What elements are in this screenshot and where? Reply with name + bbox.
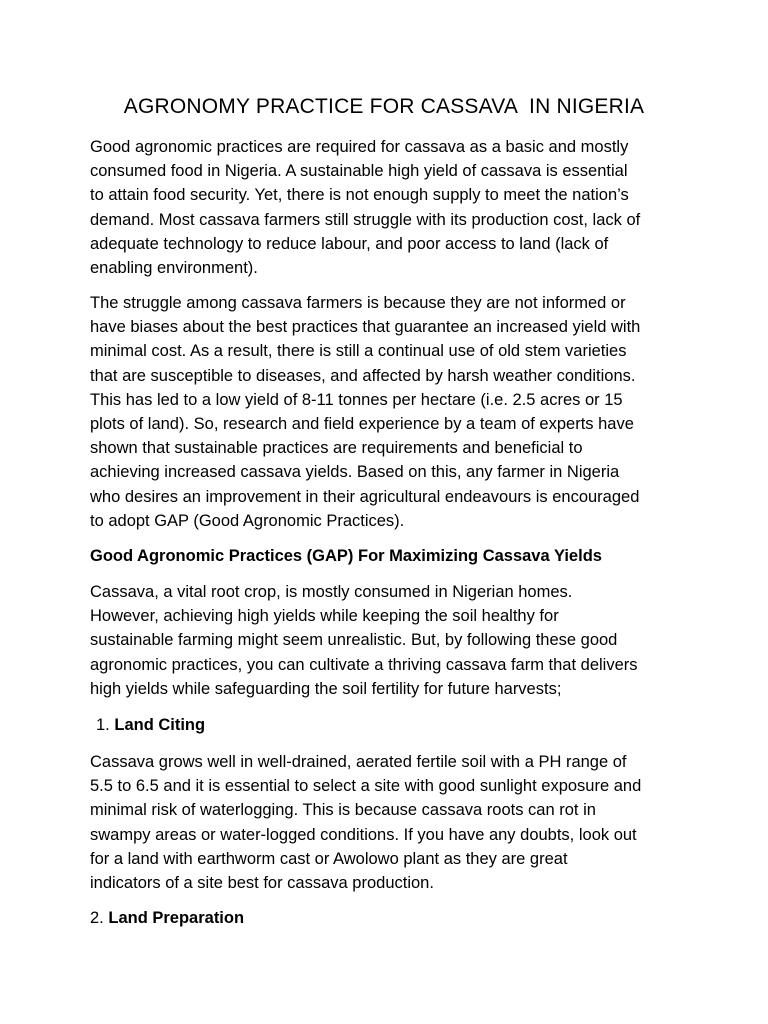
paragraph-line: swampy areas or water-logged conditions. If you have any doubts, look out bbox=[90, 825, 637, 844]
paragraph-line: However, achieving high yields while keeping the soil healthy for bbox=[90, 607, 559, 626]
list-item-land-preparation bbox=[90, 906, 244, 930]
paragraph-line: to attain food security. Yet, there is not enough supply to meet the nation’s bbox=[90, 186, 629, 205]
paragraph-line: Good agronomic practices are required for cassava as a basic and mostly bbox=[90, 138, 629, 156]
paragraph-line: who desires an improvement in their agricultural endeavours is encouraged bbox=[90, 487, 640, 506]
intro-paragraph bbox=[90, 135, 686, 280]
paragraph-line: for a land with earthworm cast or Awolowo plant as they are great bbox=[90, 849, 568, 868]
paragraph-line: to adopt GAP (Good Agronomic Practices). bbox=[90, 511, 405, 530]
paragraph-line: This has led to a low yield of 8-11 tonnes per hectare (i.e. 2.5 acres or 15 bbox=[90, 390, 623, 409]
paragraph-line: Cassava, a vital root crop, is mostly consumed in Nigerian homes. bbox=[90, 583, 573, 601]
paragraph-line: demand. Most cassava farmers still struggle with its production cost, lack of bbox=[90, 210, 641, 229]
list-label: Land Citing bbox=[114, 716, 206, 734]
paragraph-line: high yields while safeguarding the soil fertility for future harvests; bbox=[90, 679, 562, 698]
paragraph-line: 5.5 to 6.5 and it is essential to select a site with good sunlight exposure and bbox=[90, 777, 642, 796]
list-label: Land Preparation bbox=[108, 909, 245, 927]
paragraph-line: enabling environment). bbox=[90, 259, 258, 278]
land-citing-paragraph bbox=[90, 750, 686, 895]
paragraph-line: minimal risk of waterlogging. This is because cassava roots can rot in bbox=[90, 801, 596, 820]
paragraph-line: shown that sustainable practices are requirements and beneficial to bbox=[90, 439, 583, 458]
list-number: 1. bbox=[96, 716, 110, 734]
document-title: AGRONOMY PRACTICE FOR CASSAVA IN NIGERIA bbox=[123, 95, 645, 118]
paragraph-line: adequate technology to reduce labour, and poor access to land (lack of bbox=[90, 234, 609, 253]
paragraph-line: agronomic practices, you can cultivate a thriving cassava farm that delivers bbox=[90, 655, 638, 674]
paragraph-line: indicators of a site best for cassava production. bbox=[90, 874, 434, 893]
paragraph-line: plots of land). So, research and field experience by a team of experts have bbox=[90, 415, 634, 434]
paragraph-line: minimal cost. As a result, there is still a continual use of old stem varieties bbox=[90, 342, 627, 361]
paragraph-line: The struggle among cassava farmers is because they are not informed or bbox=[90, 294, 626, 312]
paragraph-line: achieving increased cassava yields. Based on this, any farmer in Nigeria bbox=[90, 463, 620, 482]
gap-paragraph bbox=[90, 580, 686, 701]
paragraph-line: that are susceptible to diseases, and affected by harsh weather conditions. bbox=[90, 366, 636, 385]
gap-heading: Good Agronomic Practices (GAP) For Maximizing Cassava Yields bbox=[90, 547, 602, 565]
paragraph-line: consumed food in Nigeria. A sustainable high yield of cassava is essential bbox=[90, 162, 628, 181]
struggle-paragraph bbox=[90, 291, 686, 533]
list-item-land-citing bbox=[96, 713, 205, 737]
paragraph-line: sustainable farming might seem unrealistic. But, by following these good bbox=[90, 631, 618, 650]
paragraph-line: have biases about the best practices that guarantee an increased yield with bbox=[90, 318, 641, 337]
list-number: 2. bbox=[90, 909, 104, 927]
paragraph-line: Cassava grows well in well-drained, aerated fertile soil with a PH range of bbox=[90, 753, 627, 771]
